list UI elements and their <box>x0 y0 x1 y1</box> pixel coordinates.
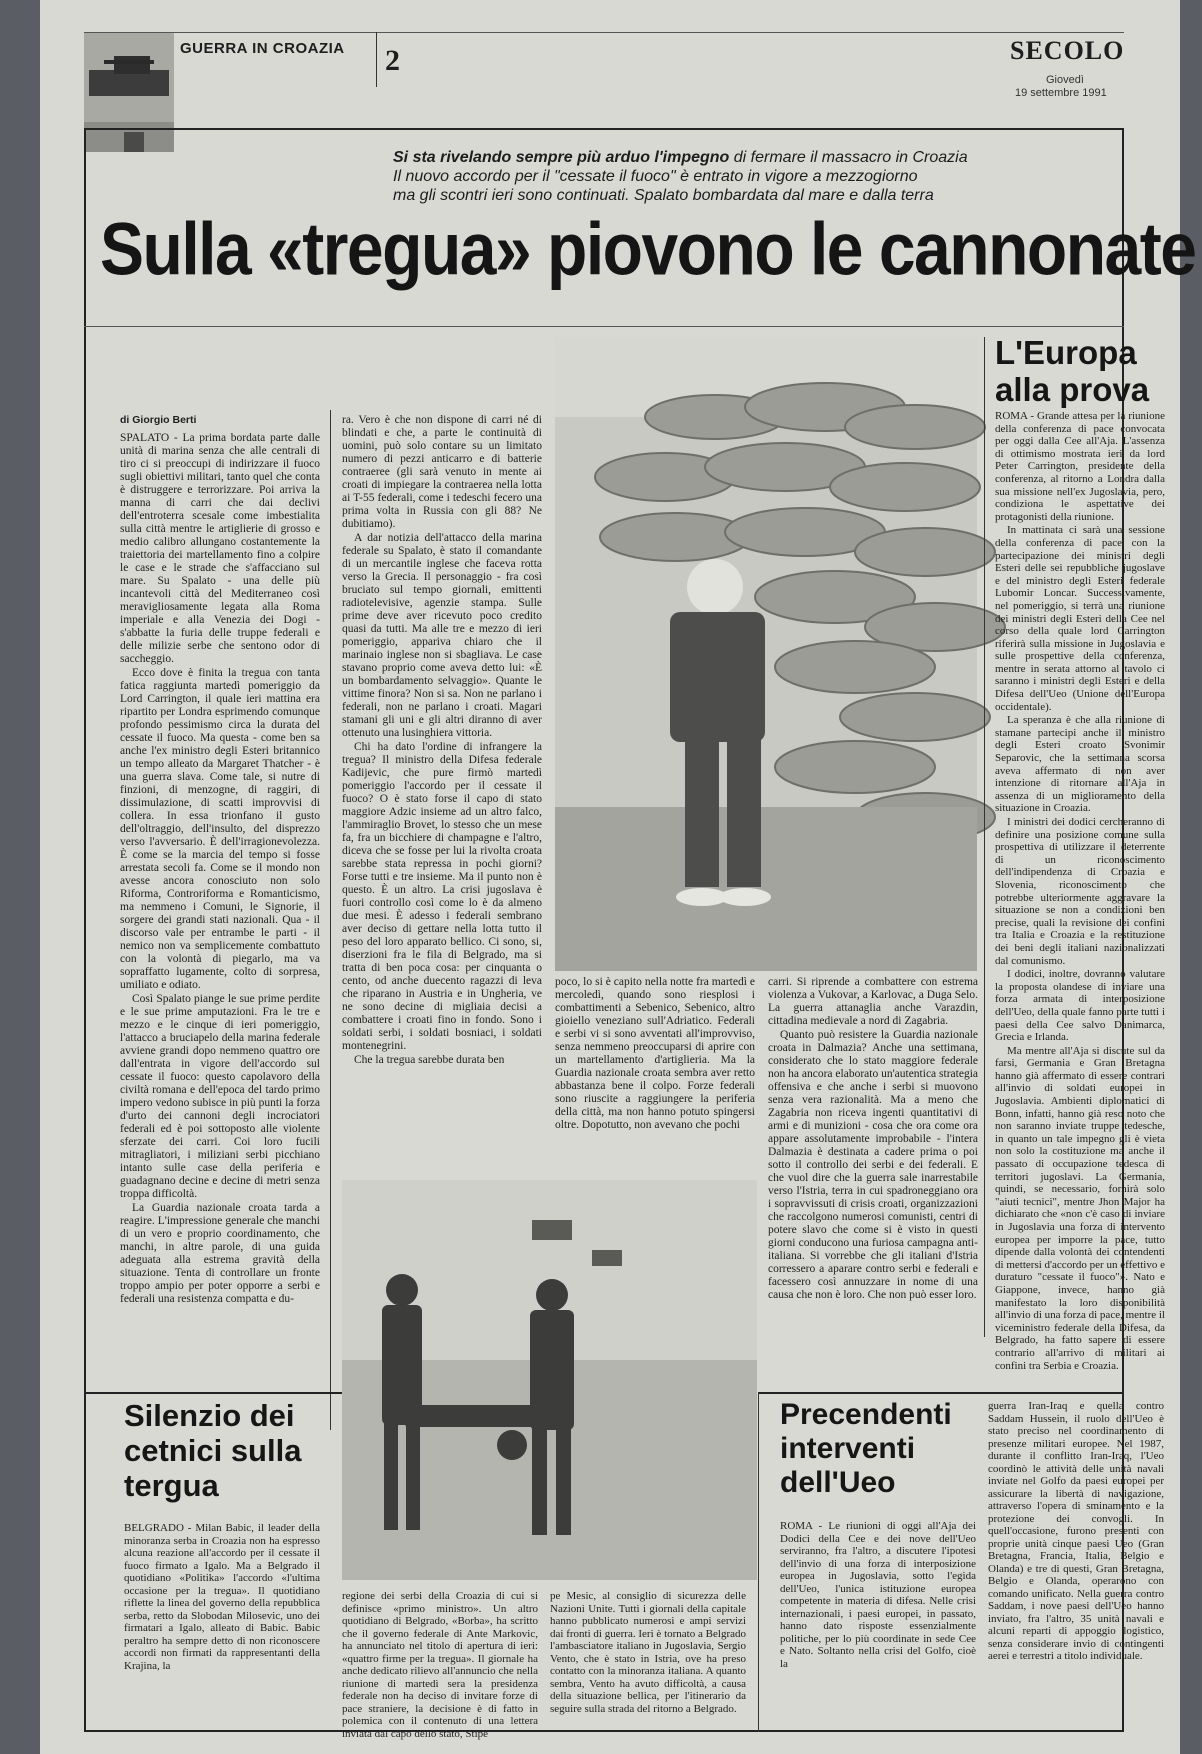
masthead-logo: SECOLO <box>1010 36 1125 65</box>
europa-title: L'Europa alla prova <box>995 334 1150 408</box>
issue-day: Giovedì <box>1046 74 1084 86</box>
sandbags-photo-graphic <box>555 337 977 971</box>
main-col4-p2: Quanto può resistere la Guardia nazionale croata in Dalmazia? Anche una settimana, considerato che lo stato maggiore federale non ha ancora elaborato un'autentica strategia offensiva e che anche i serbi si muovono senza vera razionalità. Ma a meno che Zagabria non riceva ingenti quantitativi di armi e di munizioni - cosa che ora come ora appare assolutamente improbabile - l'intera Dalmazia è destinata a cadere prima o poi sotto il controllo dei serbi e dei federali. E che vuol dire che la guerra sale inarrestabile verso l'Istria, terra in cui spadroneggiano ora i sopravvissuti di crisis croati, organizzazioni che raccolgono numerosi comunisti, centri di potere slavo che come si è visto in questi giorni conducono una furiosa campagna anti-italiana. Si vorrebbe che gli italiani d'Istria corressero a aparare contro serbi e federali e facessero così annuzzare in nome di una causa che non è loro. Che non può esser loro. <box>768 1029 978 1301</box>
main-col1-p2: Ecco dove è finita la tregua con tanta fatica raggiunta martedì pomeriggio da Lord Carrington, il quale ieri mattina era ripartito per Londra esprimendo comunque profondo pessimismo circa la durata del cessate il fuoco. Ma questa - come ben sa anche l'ex ministro degli Esteri britannico un tempo alleato da Margaret Thatcher - è una guerra slava. Come tale, si nutre di finzioni, di menzogne, di raggiri, di dissimulazione, di scatti improvvisi di collera. In essa trionfano il gusto dell'oltraggio, dell'insulto, del disprezzo verso l'avversario. È dell'irragionevolezza. È come se la marcia del tempo si fosse arrestata secoli fa. Come se il mondo non avesse ancora conosciuto non solo Riforma, Controriforma e Romanticismo, ma nemmeno i Comuni, le Signorie, il sorgere dei grandi stati nazionali. Qua - il discorso vale per entrambe le parti - il nemico non va semplicemente combattuto con la volontà di piegarlo, ma va sopraffatto lugamente, colto di sorpresa, umiliato e odiato. <box>120 667 320 991</box>
silenzio-col2-text: regione dei serbi della Croazia di cui si definisce «primo ministro». Un altro quotidiano di Belgrado, «Borba», ha scritto che il governo federale di Ante Markovic, ha annunciato nel titolo di apertura di ieri: «quattro firme per la tregua». Il giornale ha anche dedicato rilievo all'annuncio che nella riunione di martedì sera la presidenza federale non ha deciso di invitare forze di pace straniere, la decisione è di fatto in polemica con il contenuto di una lettera inviata dal capo dello stato, Stipe <box>342 1590 538 1740</box>
photo-child-sandbags <box>555 337 977 971</box>
main-col1-p4: La Guardia nazionale croata tarda a reagire. L'impressione generale che manchi di un vero e proprio coordinamento, che manchi, in altre parole, di una guida adeguata alla estrema gravità della situazione. Tenta di controllare un fronte troppo ampio per poter opporre a serbi e federali una resistenza compatta e du- <box>120 1202 320 1305</box>
silenzio-col3-text: pe Mesic, al consiglio di sicurezza delle Nazioni Unite. Tutti i giornali della capitale hanno pubblicato numerosi e ampi servizi dai fronti di guerra. Ieri è tornato a Belgrado l'ambasciatore italiano in Jugoslavia, Sergio Vento, che è stato in Istria, ove ha preso contatto con la minoranza italiana. A quanto sembra, Vento ha avuto difficoltà, a causa della situazione bellica, per l'itinerario da seguire sulla strada del ritorno a Belgrado. <box>550 1590 746 1715</box>
col-divider-1 <box>330 410 331 1430</box>
precedenti-col2-text: guerra Iran-Iraq e quella contro Saddam Hussein, il ruolo dell'Ueo è stato preciso nel coordinamento di presenze militari europee. Nel 1987, durante il conflitto Iran-Iraq, l'Ueo coordinò le attività delle unità navali inviate nel Golfo da paesi europei per assicurare la libertà di navigazione, attraverso l'opera di sminamento e la protezione dei convogli. In quell'occasione, furono presenti con proprie unità cinque paesi Ueo (Gran Bretagna, Francia, Italia, Belgio e Olanda) e tre di questi, Gran Bretagna, Belgio e Olanda, operarono con comando unificato. Nella guerra contro Saddam, i nove paesi dell'Ueo hanno inviato, fra l'altro, 35 unità navali e alcuni reparti di appoggio logistico, senza considerare invio di contingenti aerei e terrestri a titolo individuale. <box>988 1400 1164 1662</box>
precedenti-column-2 <box>988 1400 1164 1730</box>
europa-p3: La speranza è che alla riunione di stamane partecipi anche il ministro degli Esteri croato Svonimir Separovic, che la settimana scorsa aveva affermato di non aver intenzione di ritornare all'Aja in assenza di un miglioramento della situazione in Croazia. <box>995 714 1165 815</box>
silenzio-title: Silenzio dei cetnici sulla tergua <box>124 1398 302 1503</box>
silenzio-column-2 <box>342 1590 538 1740</box>
issue-date: 19 settembre 1991 <box>1015 87 1107 99</box>
silenzio-col1-text: BELGRADO - Milan Babic, il leader della minoranza serba in Croazia non ha espresso alcuna reazione all'accordo per il cessate il fuoco firmato a Igalo. Ma a Belgrado il quotidiano «Politika» l'accordo «l'ultima occasione per la tregua». Il quotidiano riflette la linea del governo della repubblica serba, retto da Slobodan Milosevic, uno dei firmatari a Igalo, alleato di Babic. Babic peraltro ha sempre detto di non riconoscere accordi non firmati da rappresentanti della Krajina, la <box>124 1522 320 1672</box>
europa-p1: ROMA - Grande attesa per la riunione della conferenza di pace convocata per oggi dalla Cee all'Aja. L'assenza di ottimismo mostrata ieri da lord Peter Carrington, presidente della conferenza, al ritorno a Londra dalla sua missione nell'ex Jugoslavia, pero, condiziona le aspettative dei protagonisti della riunione. <box>995 410 1165 523</box>
silenzio-column-1 <box>124 1522 320 1722</box>
precedenti-title: Precendenti interventi dell'Ueo <box>780 1398 952 1499</box>
soldiers-photo-graphic <box>342 1180 757 1580</box>
precedenti-top-rule <box>758 1392 1124 1394</box>
page-number: 2 <box>385 44 400 77</box>
main-col4-p1: carri. Si riprende a combattere con estrema violenza a Vukovar, a Karlovac, a Duga Selo. La guerra attanaglia anche Varazdin, cittadina medievale a nord di Zagabria. <box>768 976 978 1027</box>
main-column-4 <box>768 976 978 1376</box>
photo-soldiers <box>342 1180 757 1580</box>
main-col1-p1: SPALATO - La prima bordata parte dalle unità di marina senza che alle centrali di tiro ci si preoccupi di indirizzare il fuoco sugli obiettivi militari, tanto quel che conta è distruggere e terrorizzare. Poi arriva la manna di carri che dai declivi dell'entroterra scesale come imbestialita sulla città mentre le artiglierie di grosso e medio calibro allungano costantemente la traiettoria dei martellamento fino a colpire le case e le strade che s'affacciano sul mare. Su Spalato - una delle più incantevoli città del Mediterraneo così meravigliosamente legata alla Roma imperiale e alla Venezia dei Dogi - s'abbatte la furia delle truppe federali e delle milizie serbe che sentono odor di saccheggio. <box>120 432 320 665</box>
europa-p5: I dodici, inoltre, dovranno valutare la proposta olandese di inviare una forza armata di interposizione dell'Ueo, della quale fanno parte tutti i paesi della Cee salvo Danimarca, Grecia e Irlanda. <box>995 968 1165 1044</box>
deck-line-1 <box>393 148 1083 167</box>
precedenti-col1-text: ROMA - Le riunioni di oggi all'Aja dei Dodici della Cee e dei nove dell'Ueo serviranno, fra l'altro, a discutere l'ipotesi dell'invio di una forza di interposizione europea in Jugoslavia, sotto l'egida dell'Ueo, l'unica istituzione europea competente in materia di difesa. Nelle crisi internazionali, i paesi europei, in passato, hanno dato risposte essenzialmente politiche, per lo più coordinate in sede Cee e Nato. Soltanto nella crisi del Golfo, cioè la <box>780 1520 976 1670</box>
europa-p6: Ma mentre all'Aja si discute sul da farsi, Germania e Gran Bretagna hanno già affermato di essere contrari all'invio di soldati europei in Jugoslavia. Ambienti diplomatici di Bonn, infatti, hanno già reso noto che non saranno inviate truppe tedesche, in quanto un tale impegno gli è vieta non solo la costituzione ma anche il passato di occupazione tedesca di territori jugoslavi. La Germania, quindi, se necessario, fornirà solo "aiuti tecnici", mentre Jhon Major ha dichiarato che «non c'è caso di inviare in Jugoslavia una forza di intervento europea per imporre la pace, tutto dipende dalla volontà dei contendenti di mettersi d'accordo per un effettivo e duraturo "cessate il fuoco"». Nato e Giappone, invece, hanno già manifestato la loro disponibilità all'invio di una forza di pace, mentre il viceministro federale della Difesa, da Belgrado, ha fatto sapere di essere contrario all'arrivo di militari ai confini tra Serbia e Croazia. <box>995 1044 1165 1372</box>
header-top-rule <box>84 32 1124 33</box>
deck-line-2: Il nuovo accordo per il "cessate il fuoco" è entrato in vigore a mezzogiorno <box>393 168 918 185</box>
newspaper-page <box>40 0 1196 1754</box>
header-box-divider <box>376 32 377 87</box>
precedenti-column-1 <box>780 1520 976 1730</box>
headline-bottom-rule <box>84 326 1124 327</box>
main-col1-p3: Così Spalato piange le sue prime perdite e le sue prime amputazioni. Fra le tre e mezzo e le cinque di ieri pomeriggio, l'attacco a bruciapelo della marina federale avviene grandi dopo nemmeno quattro ore dall'entrata in vigore dell'accordo sul cessate il fuoco: questo capolavoro della civiltà romana e dell'epoca del tardo primo impero vedono subisce in più punti la forza d'urto dei cannoni degli incrociatori federali ed è poi sottoposto alle violente sferzate dei carri. Coi loro fucili mitragliatori, i miliziani serbi picchiano intanto sulle case della periferia e guadagnano decine e decine di metri senza troppa difficoltà. <box>120 993 320 1200</box>
byline: di Giorgio Berti <box>120 414 197 426</box>
main-column-1 <box>120 432 320 1432</box>
main-col2-p4: Che la tregua sarebbe durata ben <box>354 1054 505 1066</box>
silenzio-column-3 <box>550 1590 746 1730</box>
deck <box>393 148 1083 205</box>
headline: Sulla «tregua» piovono le cannonate <box>100 207 1196 291</box>
main-col2-p3: Chi ha dato l'ordine di infrangere la tregua? Il ministro della Difesa federale Kadijevic, che pure firmò martedì pomeriggio l'accordo per il cessate il fuoco? O è stato forse il capo di stato maggiore Adzic insieme ad un altro falco, l'ammiraglio Brovet, lo stesso che un mese fa, fra un bicchiere di champagne e l'altro, diceva che se fosse per lui la rivolta croata sarebbe stata repressa in pochi giorni? Forse tutti e tre insieme. Ma il punto non è questo. È un altro. La crisi jugoslava è fuori controllo così come lo è da almeno due mesi. È adesso i federali sembrano aver deciso di gettare nella lotta tutto il peso del loro apparato bellico. Ci sono, si, diserzioni fra le fila di Belgrado, ma si tratta di ben poca cosa: per cinquanta o cento, od anche duecento ragazzi di leva che riparano in Austria e in Ungheria, ve ne sono decine di migliaia decisi a combattere i croati fino in fondo. Sono i soldati serbi, i soldati bosniaci, i soldati montenegrini. <box>342 741 542 1052</box>
main-column-3 <box>555 976 755 1166</box>
sidebar-divider <box>984 337 985 1337</box>
europa-column <box>995 410 1165 1372</box>
section-title: GUERRA IN CROAZIA <box>180 40 345 57</box>
main-col3-p1: poco, lo si è capito nella notte fra martedì e mercoledì, quando sono riesplosi i combattimenti a Sebenico, Sebenico, altro gioiello veneziano sull'Adriatico. Federali e serbi vi si sono avventati all'improvviso, senza nemmeno preoccuparsi di aprire con un martellamento d'artiglieria. Ma la Guardia nazionale croata sembra aver retto abbastanza bene il colpo. Forze federali sono riuscite a raggiungere la periferia della città, ma non hanno potuto spingersi oltre. Dopotutto, non avevano che pochi <box>555 976 755 1131</box>
deck-line-3: ma gli scontri ieri sono continuati. Spalato bombardata dal mare e dalla terra <box>393 187 934 204</box>
main-col2-p1: ra. Vero è che non dispone di carri né di blindati e che, a parte le continuità di uomini, può solo contare su un limitato numero di pezzi anticarro e di batterie contraeree (gli sarà venuto in mente ai croati di impiegare la contraerea nella lotta ai T-55 federali, come i tedeschi fecero una prima volta in Russia con gli 88? Ne dubitiamo). <box>342 414 542 530</box>
europa-p2: In mattinata ci sarà una sessione della conferenza di pace con la partecipazione dei ministri degli Esteri delle sei repubbliche jugoslave e del ministro degli Esteri federale Lubomir Loncar. Successivamente, nel pomeriggio, si terrà una riunione dei ministri degli Esteri della Cee nel corso della quale lord Carrington riferirà sulla missione in Jugoslavia e sulle prospettive della conferenza, mentre in serata attorno al tavolo ci saranno i ministri degli Esteri e della Difesa dell'Ueo (Unione dell'Europa occidentale). <box>995 524 1165 713</box>
silenzio-top-rule <box>84 1392 342 1394</box>
deck-bold: Si sta rivelando sempre più arduo l'impegno <box>393 149 730 166</box>
deck-rest: di fermare il massacro in Croazia <box>729 149 968 166</box>
main-col2-p2: A dar notizia dell'attacco della marina federale su Spalato, è stato il comandante di un mercantile inglese che faceva rotta verso la Grecia. Il personaggio - fra così bruciato sul tempo giornali, emittenti radiotelevisive, agenzie stampa. Sulle prime deve aver ricevuto poco credito quasi da tutti. Ma alle tre e mezzo di ieri pomeriggio, appariva chiaro che il marinaio inglese non si sbagliava. Le case stavano proprio come aveva detto lui: «È un bombardamento selvaggio». Quante le vittime finora? Non si sa. Non ne parlano i federali, non ne parlano i croati. Magari stamani gli uni e gli altri diranno di aver ottenuto una lusinghiera vittoria. <box>342 532 542 739</box>
europa-p4: I ministri dei dodici cercheranno di definire una posizione comune sulla prospettiva di utilizzare il deterrente di un riconoscimento dell'indipendenza di Croazia e Slovenia, riconoscimento che potrebbe ulteriormente aggravare la situazione se non a condizioni ben precise, quali la revisione dei confini tra Italia e Croazia e la restituzione dei beni degli italiani nazionalizzati dal comunismo. <box>995 816 1165 967</box>
precedenti-left-rule <box>758 1392 759 1732</box>
